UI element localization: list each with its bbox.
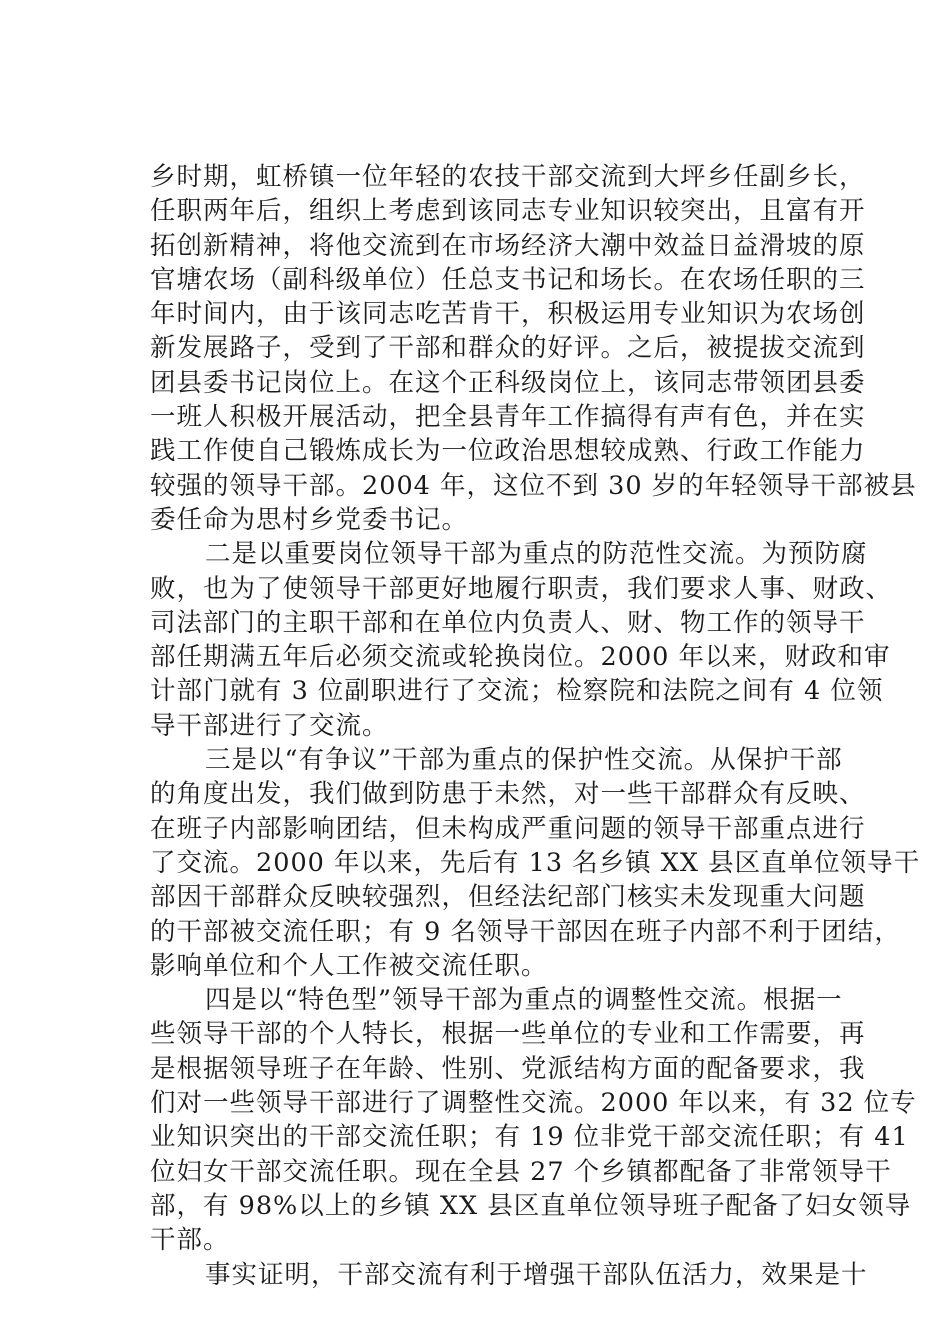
text-line: 些领导干部的个人特长，根据一些单位的专业和工作需要，再 bbox=[150, 1019, 866, 1050]
text-line: 了交流。2000 年以来，先后有 13 名乡镇 XX 县区直单位领导干 bbox=[150, 847, 921, 878]
text-line: 计部门就有 3 位副职进行了交流；检察院和法院之间有 4 位领 bbox=[150, 676, 884, 707]
document-body bbox=[150, 160, 921, 1292]
text-line: 践工作使自己锻炼成长为一位政治思想较成熟、行政工作能力 bbox=[150, 436, 866, 467]
paragraph-first-line: 四是以“特色型”领导干部为重点的调整性交流。根据一 bbox=[205, 985, 843, 1016]
text-line: 官塘农场（副科级单位）任总支书记和场长。在农场任职的三 bbox=[150, 264, 866, 295]
text-line: 部因干部群众反映较强烈，但经法纪部门核实未发现重大问题 bbox=[150, 882, 866, 913]
text-line: 的干部被交流任职；有 9 名领导干部因在班子内部不利于团结， bbox=[150, 916, 901, 947]
text-line: 部，有 98%以上的乡镇 XX 县区直单位领导班子配备了妇女领导 bbox=[150, 1190, 912, 1221]
paragraph-first-line: 三是以“有争议”干部为重点的保护性交流。从保护干部 bbox=[205, 745, 843, 776]
text-line: 司法部门的主职干部和在单位内负责人、财、物工作的领导干 bbox=[150, 607, 866, 638]
text-line: 委任命为思村乡党委书记。 bbox=[150, 504, 469, 535]
text-line: 年时间内，由于该同志吃苦肯干，积极运用专业知识为农场创 bbox=[150, 299, 866, 330]
paragraph-first-line: 二是以重要岗位领导干部为重点的防范性交流。为预防腐 bbox=[205, 539, 868, 570]
text-line: 在班子内部影响团结，但未构成严重问题的领导干部重点进行 bbox=[150, 813, 866, 844]
text-line: 业知识突出的干部交流任职；有 19 位非党干部交流任职；有 41 bbox=[150, 1122, 909, 1153]
text-line: 败，也为了使领导干部更好地履行职责，我们要求人事、财政、 bbox=[150, 573, 893, 604]
paragraph-first-line: 事实证明，干部交流有利于增强干部队伍活力，效果是十 bbox=[205, 1259, 868, 1290]
text-line: 团县委书记岗位上。在这个正科级岗位上，该同志带领团县委 bbox=[150, 367, 866, 398]
text-line: 干部。 bbox=[150, 1225, 230, 1256]
text-line: 位妇女干部交流任职。现在全县 27 个乡镇都配备了非常领导干 bbox=[150, 1156, 892, 1187]
text-line: 一班人积极开展活动，把全县青年工作搞得有声有色，并在实 bbox=[150, 402, 866, 433]
text-line: 影响单位和个人工作被交流任职。 bbox=[150, 950, 548, 981]
text-line: 的角度出发，我们做到防患于未然，对一些干部群众有反映、 bbox=[150, 779, 866, 810]
text-line: 乡时期，虹桥镇一位年轻的农技干部交流到大坪乡任副乡长， bbox=[150, 162, 866, 192]
text-line: 们对一些领导干部进行了调整性交流。2000 年以来，有 32 位专 bbox=[150, 1088, 917, 1119]
text-line: 拓创新精神，将他交流到在市场经济大潮中效益日益滑坡的原 bbox=[150, 230, 866, 261]
text-line: 较强的领导干部。2004 年，这位不到 30 岁的年轻领导干部被县 bbox=[150, 470, 917, 501]
text-line: 任职两年后，组织上考虑到该同志专业知识较突出，且富有开 bbox=[150, 196, 866, 227]
text-line: 部任期满五年后必须交流或轮换岗位。2000 年以来，财政和审 bbox=[150, 642, 891, 673]
text-line: 是根据领导班子在年龄、性别、党派结构方面的配备要求，我 bbox=[150, 1053, 866, 1084]
text-line: 导干部进行了交流。 bbox=[150, 710, 389, 741]
text-line: 新发展路子，受到了干部和群众的好评。之后，被提拔交流到 bbox=[150, 333, 866, 364]
